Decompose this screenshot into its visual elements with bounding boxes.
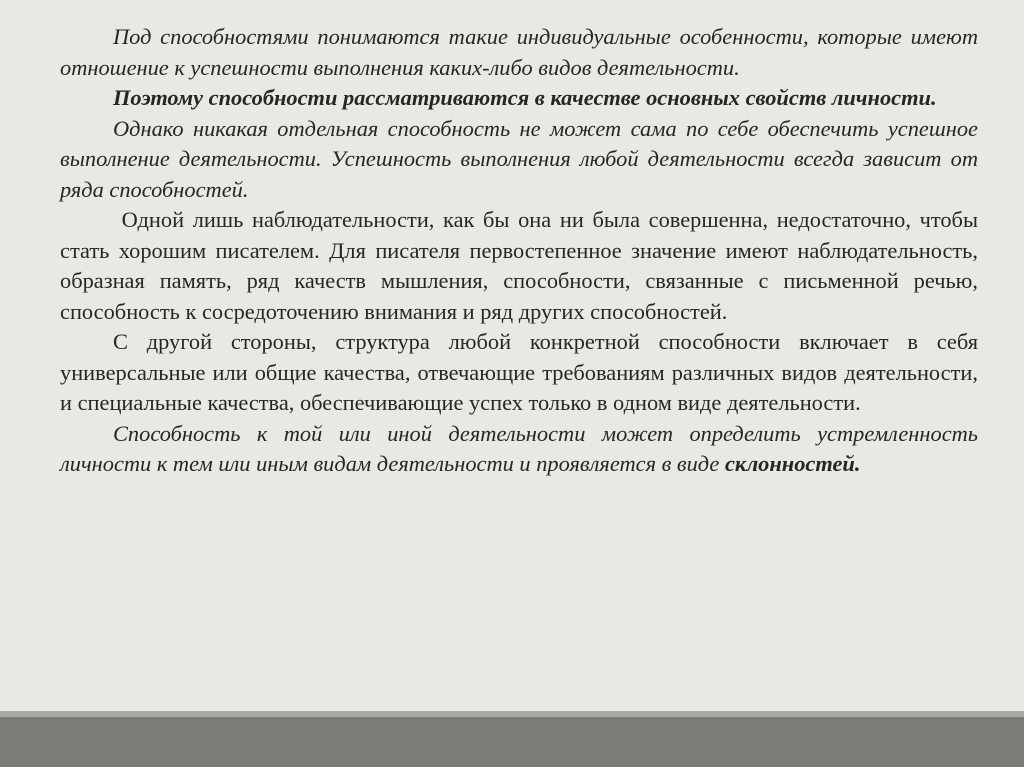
- paragraph-dependency: Однако никакая отдельная способность не может сама по себе обеспечить успешное выполнение деятельности. Успешность выполнения любой деятельности всегда зависит от ряда способностей.: [60, 115, 978, 202]
- slide-text-body: [60, 22, 984, 480]
- paragraph-conclusion: Поэтому способности рассматриваются в качестве основных свойств личности.: [113, 85, 937, 110]
- paragraph-inclination-text: Способность к той или иной деятельности может определить устремленность личности к тем или иным видам деятельности и проявляется в виде: [60, 420, 978, 476]
- paragraph-inclination: [60, 419, 978, 480]
- paragraph-definition: Под способностями понимаются такие индивидуальные особенности, которые имеют отношение к успешности выполнения каких-либо видов деятельности.: [60, 24, 978, 80]
- footer-bar: [0, 717, 1024, 767]
- inclination-emphasis: склонностей.: [724, 451, 861, 476]
- paragraph-structure: С другой стороны, структура любой конкретной способности включает в себя универсальные или общие качества, отвечающие требованиям различных видов деятельности, и специальные качества, обеспечивающие успех только в одном виде деятельности.: [60, 329, 978, 415]
- paragraph-writer-example: Одной лишь наблюдательности, как бы она ни была совершенна, недостаточно, чтобы стать хорошим писателем. Для писателя первостепенное значение имеют наблюдательность, образная память, ряд качеств мышления, способности, связанные с письменной речью, способность к сосредоточению внимания и ряд других способностей.: [60, 207, 984, 324]
